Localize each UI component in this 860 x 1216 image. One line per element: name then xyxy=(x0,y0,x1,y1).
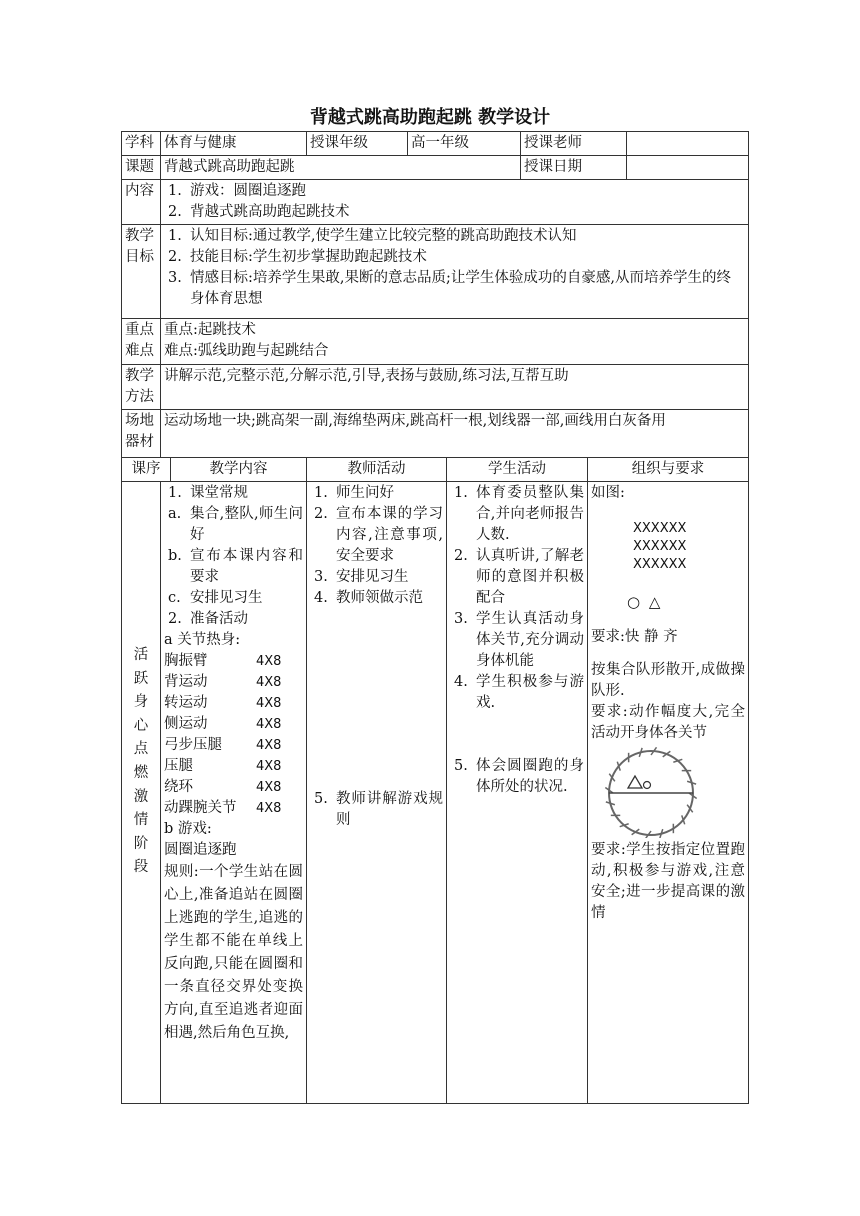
list-item: 1. 游戏：圆圈追逐跑 xyxy=(168,183,306,199)
list-item: 4. 教师领做示范 xyxy=(314,590,423,606)
date-label: 授课日期 xyxy=(521,156,627,180)
formation-row: XXXXXX xyxy=(633,557,687,572)
date-value xyxy=(627,156,749,180)
list-item: 1. 认知目标:通过教学,使学生建立比较完整的跳高助跑技术认知 xyxy=(168,228,577,244)
list-item: 1. 体育委员整队集合,并向老师报告人数. xyxy=(454,485,584,543)
list-item: a. 集合,整队,师生问好 xyxy=(168,506,303,543)
list-item: 3. 安排见习生 xyxy=(314,569,409,585)
list-item: 2. 背越式跳高助跑起跳技术 xyxy=(168,204,350,220)
formation-row: XXXXXX xyxy=(633,521,687,536)
warmup-row: 弓步压腿 4X8 xyxy=(164,737,282,753)
circle-icon xyxy=(644,782,651,789)
requirement-1: 要求:快 静 齐 xyxy=(591,629,678,645)
page-title: 背越式跳高助跑起跳 教学设计 xyxy=(309,107,551,128)
list-item: b. 宣布本课内容和要求 xyxy=(168,548,303,585)
topic-label: 课题 xyxy=(122,156,161,180)
equipment-text: 运动场地一块;跳高架一副,海绵垫两床,跳高杆一根,划线器一部,画线用白灰备用 xyxy=(161,410,749,458)
circle-run-diagram xyxy=(595,746,707,838)
lesson-content-cell xyxy=(161,482,307,1104)
teacher-position-symbols: ○ △ xyxy=(627,593,663,611)
warmup-row: 压腿 4X8 xyxy=(164,758,282,774)
grade-label: 授课年级 xyxy=(307,132,408,156)
student-activity-cell xyxy=(447,482,588,1104)
topic-value: 背越式跳高助跑起跳 xyxy=(161,156,521,180)
warmup-row: 背运动 4X8 xyxy=(164,674,282,690)
game-rules: 规则:一个学生站在圆心上,准备追站在圆圈上逃跑的学生,追逃的学生都不能在单线上反向跑,只能在圆圈和一条直径交界处变换方向,直至追逃者迎面相遇,然后角色互换, xyxy=(164,864,303,1041)
list-item: 5. 教师讲解游戏规则 xyxy=(314,791,443,828)
spread-instruction: 按集合队形散开,成做操队形. xyxy=(591,662,745,699)
teacher-activity-cell xyxy=(307,482,447,1104)
requirement-3: 要求:学生按指定位置跑动,积极参与游戏,注意安全;进一步提高课的激情 xyxy=(591,842,745,921)
methods-label: 教学 方法 xyxy=(122,365,161,410)
header-teacher: 教师活动 xyxy=(307,458,447,482)
triangle-icon xyxy=(628,776,642,788)
content-label: 内容 xyxy=(122,180,161,225)
subject-label: 学科 xyxy=(122,132,161,156)
warmup-title: a 关节热身: xyxy=(164,632,241,648)
goals-label: 教学 目标 xyxy=(122,225,161,319)
teacher-label: 授课老师 xyxy=(521,132,627,156)
list-item: 1. 师生问好 xyxy=(314,485,394,501)
header-student: 学生活动 xyxy=(447,458,588,482)
teacher-value xyxy=(627,132,749,156)
header-order: 课序 xyxy=(122,458,171,482)
list-item: 5. 体会圆圈跑的身体所处的状况. xyxy=(454,758,584,795)
game-title: b 游戏: xyxy=(164,821,212,837)
keypoints-label: 重点 难点 xyxy=(122,319,161,365)
list-item: 2. 宣布本课的学习内容,注意事项,安全要求 xyxy=(314,506,443,564)
phase-name: 活 跃 身 心 点 燃 激 情 阶 段 xyxy=(122,482,161,1104)
content-list xyxy=(164,181,745,223)
header-content: 教学内容 xyxy=(171,458,307,482)
lesson-plan-table xyxy=(121,131,749,1104)
requirement-2: 要求:动作幅度大,完全活动开身体各关节 xyxy=(591,704,745,741)
goals-list xyxy=(164,226,745,310)
warmup-row: 绕环 4X8 xyxy=(164,779,282,795)
list-item: 1. 课堂常规 xyxy=(168,485,248,501)
warmup-row: 转运动 4X8 xyxy=(164,695,282,711)
warmup-row: 动踝腕关节 4X8 xyxy=(164,800,282,816)
organization-cell xyxy=(588,482,749,1104)
header-organization: 组织与要求 xyxy=(588,458,749,482)
methods-text: 讲解示范,完整示范,分解示范,引导,表扬与鼓励,练习法,互帮互助 xyxy=(161,365,749,410)
list-item: 4. 学生积极参与游戏. xyxy=(454,674,584,711)
subject-value: 体育与健康 xyxy=(161,132,307,156)
list-item: c. 安排见习生 xyxy=(168,590,263,606)
formation-row: XXXXXX xyxy=(633,539,687,554)
list-item: 2. 准备活动 xyxy=(168,611,248,627)
list-item: 3. 学生认真活动身体关节,充分调动身体机能 xyxy=(454,611,584,669)
list-item: 2. 技能目标:学生初步掌握助跑起跳技术 xyxy=(168,249,427,265)
list-item: 2. 认真听讲,了解老师的意图并积极配合 xyxy=(454,548,584,606)
game-name: 圆圈追逐跑 xyxy=(164,842,237,858)
warmup-row: 侧运动 4X8 xyxy=(164,716,282,732)
warmup-list xyxy=(164,651,303,819)
grade-value: 高一年级 xyxy=(408,132,521,156)
org-intro: 如图: xyxy=(591,485,625,501)
warmup-row: 胸振臂 4X8 xyxy=(164,653,282,669)
keypoints-text: 重点:起跳技术 难点:弧线助跑与起跳结合 xyxy=(161,319,749,365)
list-item: 3. 情感目标:培养学生果敢,果断的意志品质;让学生体验成功的自豪感,从而培养学生的终身体育思想 xyxy=(168,270,731,307)
equipment-label: 场地 器材 xyxy=(122,410,161,458)
